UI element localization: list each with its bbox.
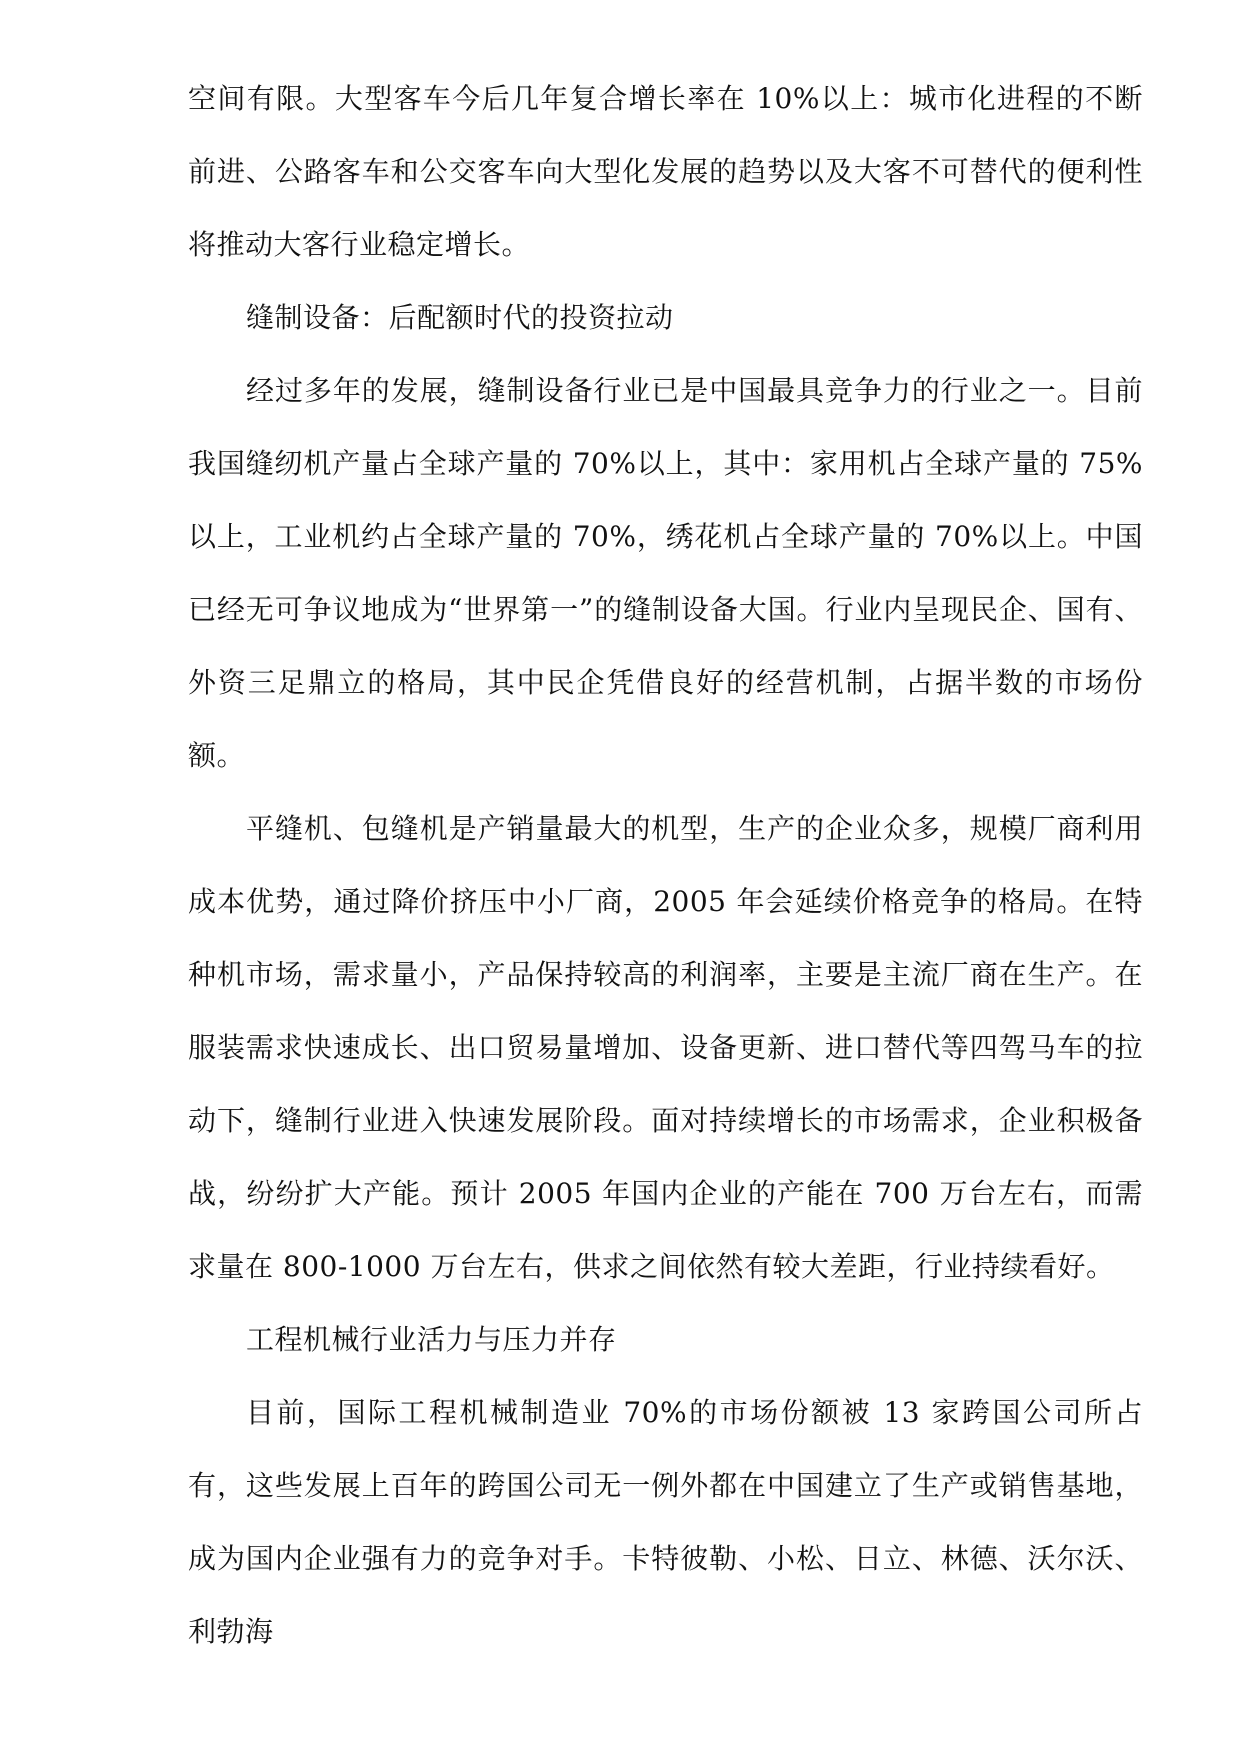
body-paragraph-sewing-industry: 经过多年的发展，缝制设备行业已是中国最具竞争力的行业之一。目前我国缝纫机产量占全球产量的 70%以上，其中：家用机占全球产量的 75%以上，工业机约占全球产量的 70%，绣花机占全球产量的 70%以上。中国已经无可争议地成为“世界第一”的缝制设备大国。行业内呈现民企、国有、外资三足鼎立的格局，其中民企凭借良好的经营机制，占据半数的市场份额。 <box>188 374 1143 772</box>
section-heading-construction-machinery: 工程机械行业活力与压力并存 <box>246 1323 617 1356</box>
body-paragraph-sewing-market: 平缝机、包缝机是产销量最大的机型，生产的企业众多，规模厂商利用成本优势，通过降价挤压中小厂商，2005 年会延续价格竞争的格局。在特种机市场，需求量小，产品保持较高的利润率，主要是主流厂商在生产。在服装需求快速成长、出口贸易量增加、设备更新、进口替代等四驾马车的拉动下，缝制行业进入快速发展阶段。面对持续增长的市场需求，企业积极备战，纷纷扩大产能。预计 2005 年国内企业的产能在 700 万台左右，而需求量在 800-1000 万台左右，供求之间依然有较大差距，行业持续看好。 <box>188 812 1143 1283</box>
body-paragraph-construction-machinery: 目前，国际工程机械制造业 70%的市场份额被 13 家跨国公司所占有，这些发展上百年的跨国公司无一例外都在中国建立了生产或销售基地，成为国内企业强有力的竞争对手。卡特彼勒、小松、日立、林德、沃尔沃、利勃海 <box>188 1396 1143 1648</box>
section-heading-sewing-equipment: 缝制设备：后配额时代的投资拉动 <box>246 301 674 334</box>
document-page <box>188 62 1143 1668</box>
body-paragraph-continued: 空间有限。大型客车今后几年复合增长率在 10%以上：城市化进程的不断前进、公路客车和公交客车向大型化发展的趋势以及大客不可替代的便利性将推动大客行业稳定增长。 <box>188 82 1143 261</box>
